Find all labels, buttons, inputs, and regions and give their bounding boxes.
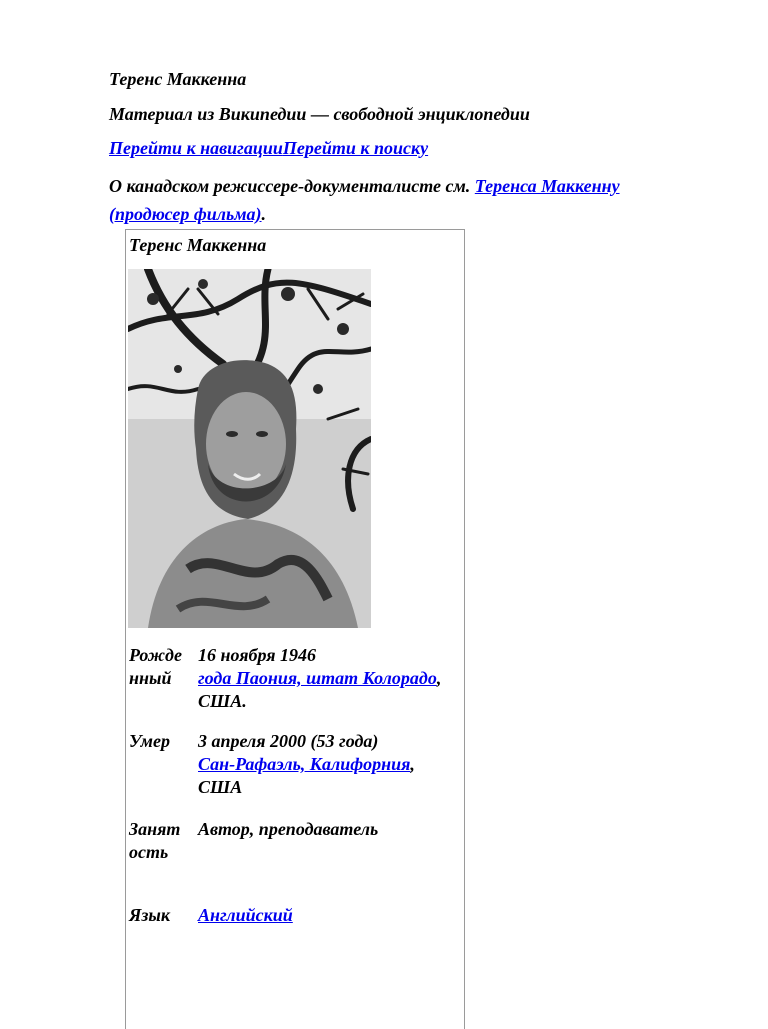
hatnote-link[interactable]: Теренса Маккенну (продюсер фильма)	[109, 176, 620, 224]
died-label: Умер	[129, 731, 170, 751]
hatnote	[109, 172, 620, 228]
died-value: 3 апреля 2000 (53 года) Сан-Рафаэль, Калифорния, США	[198, 731, 415, 797]
died-country: США	[198, 777, 243, 797]
hatnote-suffix: .	[261, 204, 267, 224]
skip-to-search-link[interactable]: Перейти к поиску	[282, 138, 429, 158]
page-subtitle: Материал из Википедии — свободной энциклопедии	[109, 104, 530, 124]
language-label: Язык	[129, 905, 171, 925]
born-date: 16 ноября 1946	[198, 645, 317, 665]
infobox	[125, 229, 465, 1029]
born-place-link[interactable]: года Паония, штат Колорадо	[198, 668, 437, 688]
portrait-photo[interactable]	[128, 269, 371, 628]
hatnote-prefix: О канадском режиссере-документалисте см.	[109, 176, 475, 196]
page-title: Теренс Маккенна	[109, 69, 247, 89]
occupation-value: Автор, преподаватель	[198, 819, 379, 839]
died-place-link[interactable]: Сан-Рафаэль, Калифорния	[198, 754, 411, 774]
died-date: 3 апреля 2000 (53 года)	[198, 731, 379, 751]
skip-to-navigation-link[interactable]: Перейти к навигации	[109, 138, 283, 158]
infobox-title: Теренс Маккенна	[129, 235, 267, 255]
born-value: 16 ноября 1946 года Паония, штат Колорадо, США.	[198, 645, 442, 711]
portrait-photo-image	[128, 269, 371, 628]
skip-links	[109, 138, 428, 159]
language-link[interactable]: Английский	[198, 905, 293, 925]
occupation-label: Занятость	[129, 819, 181, 862]
born-label: Рожденный	[129, 645, 182, 688]
language-value	[198, 904, 456, 927]
